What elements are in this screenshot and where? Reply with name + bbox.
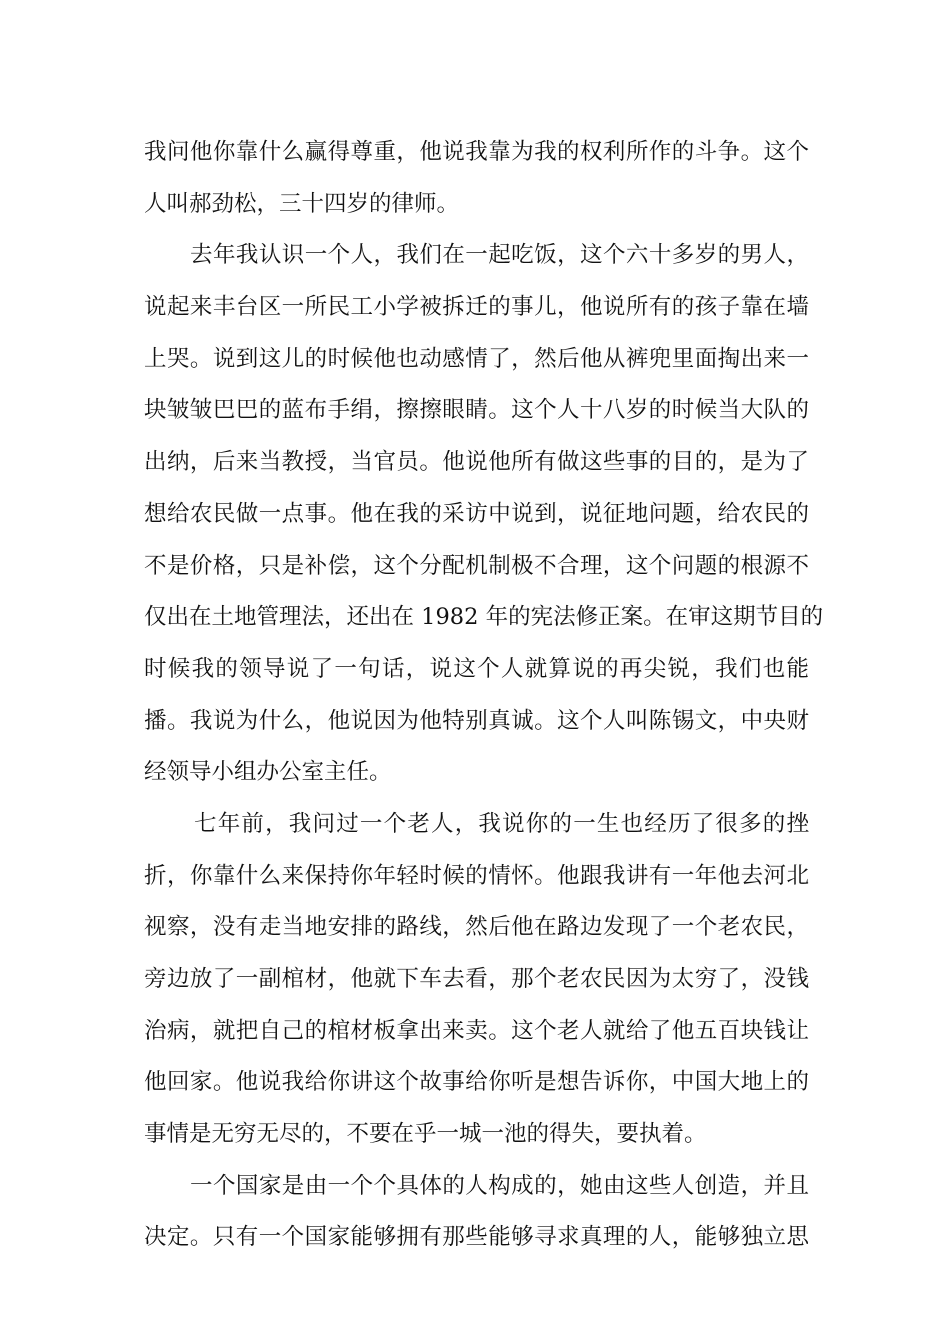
text-line: 视察，没有走当地安排的路线，然后他在路边发现了一个老农民， [144,914,809,941]
text-line: 想给农民做一点事。他在我的采访中说到，说征地问题，给农民的 [144,500,809,527]
text-line: 旁边放了一副棺材，他就下车去看，那个老农民因为太穷了，没钱 [144,966,809,992]
text-line: 去年我认识一个人，我们在一起吃饭，这个六十多岁的男人， [190,242,809,269]
text-line: 事情是无穷无尽的，不要在乎一城一池的得失，要执着。 [144,1121,707,1148]
text-line: 我问他你靠什么赢得尊重，他说我靠为我的权利所作的斗争。这个 [144,139,809,165]
text-line: 一个国家是由一个个具体的人构成的，她由这些人创造，并且 [190,1172,809,1199]
text-line: 出纳，后来当教授，当官员。他说他所有做这些事的目的，是为了 [144,449,809,476]
text-line: 不是价格，只是补偿，这个分配机制极不合理，这个问题的根源不 [144,552,809,579]
body-text [144,127,824,1264]
text-line: 他回家。他说我给你讲这个故事给你听是想告诉你，中国大地上的 [144,1069,809,1096]
text-line: 块皱皱巴巴的蓝布手绢，擦擦眼睛。这个人十八岁的时候当大队的 [144,397,809,424]
text-line: 说起来丰台区一所民工小学被拆迁的事儿，他说所有的孩子靠在墙 [144,294,809,321]
text-line: 决定。只有一个国家能够拥有那些能够寻求真理的人，能够独立思 [144,1224,809,1251]
text-line: 经领导小组办公室主任。 [144,759,392,786]
text-line: 播。我说为什么，他说因为他特别真诚。这个人叫陈锡文，中央财 [144,707,809,734]
text-line: 上哭。说到这儿的时候他也动感情了，然后他从裤兜里面掏出来一 [144,345,809,372]
text-line: 治病，就把自己的棺材板拿出来卖。这个老人就给了他五百块钱让 [144,1017,809,1044]
text-line: 人叫郝劲松，三十四岁的律师。 [144,190,460,217]
text-line: 七年前，我问过一个老人，我说你的一生也经历了很多的挫 [194,810,809,837]
text-line: 折，你靠什么来保持你年轻时候的情怀。他跟我讲有一年他去河北 [144,862,809,889]
text-line: 仅出在土地管理法，还出在 1982 年的宪法修正案。在审这期节目的 [144,604,824,631]
text-line: 时候我的领导说了一句话，说这个人就算说的再尖锐，我们也能 [144,655,809,682]
